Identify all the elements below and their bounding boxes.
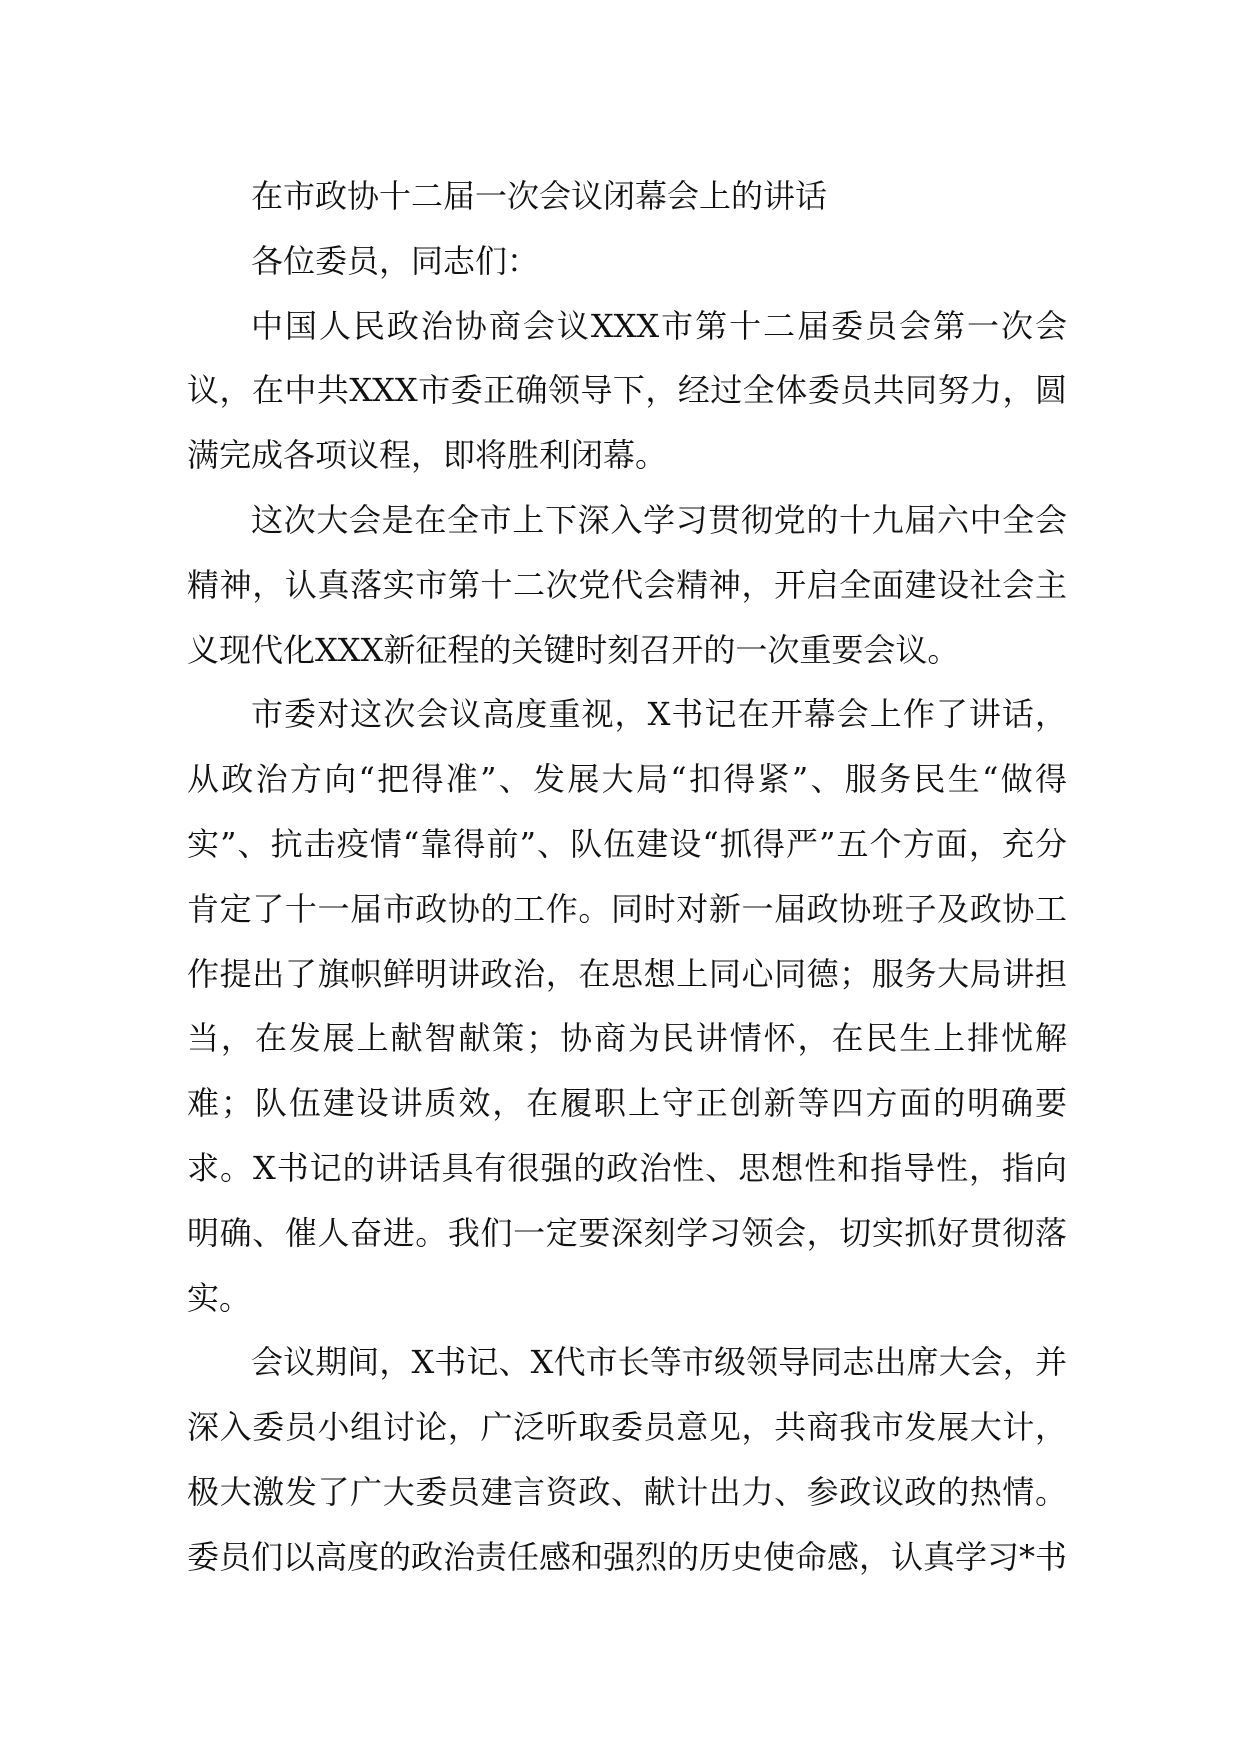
document-body [187,164,1067,1590]
paragraph-2: 这次大会是在全市上下深入学习贯彻党的十九届六中全会精神，认真落实市第十二次党代会精神，开启全面建设社会主义现代化XXX新征程的关键时刻召开的一次重要会议。 [187,500,1067,669]
document-title: 在市政协十二届一次会议闭幕会上的讲话 [251,177,828,215]
paragraph-3: 市委对这次会议高度重视，X书记在开幕会上作了讲话，从政治方向“把得准”、发展大局“扣得紧”、服务民生“做得实”、抗击疫情“靠得前”、队伍建设“抓得严”五个方面，充分肯定了十一届市政协的工作。同时对新一届政协班子及政协工作提出了旗帜鲜明讲政治，在思想上同心同德；服务大局讲担当，在发展上献智献策；协商为民讲情怀，在民生上排忧解难；队伍建设讲质效，在履职上守正创新等四方面的明确要求。X书记的讲话具有很强的政治性、思想性和指导性，指向明确、催人奋进。我们一定要深刻学习领会，切实抓好贯彻落实。 [187,695,1067,1317]
paragraph-4: 会议期间，X书记、X代市长等市级领导同志出席大会，并深入委员小组讨论，广泛听取委员意见，共商我市发展大计，极大激发了广大委员建言资政、献计出力、参政议政的热情。委员们以高度的政治责任感和强烈的历史使命感，认真学习*书 [187,1343,1068,1576]
greeting: 各位委员，同志们： [251,241,540,280]
paragraph-1: 中国人民政治协商会议XXX市第十二届委员会第一次会议，在中共XXX市委正确领导下，经过全体委员共同努力，圆满完成各项议程，即将胜利闭幕。 [187,306,1067,475]
